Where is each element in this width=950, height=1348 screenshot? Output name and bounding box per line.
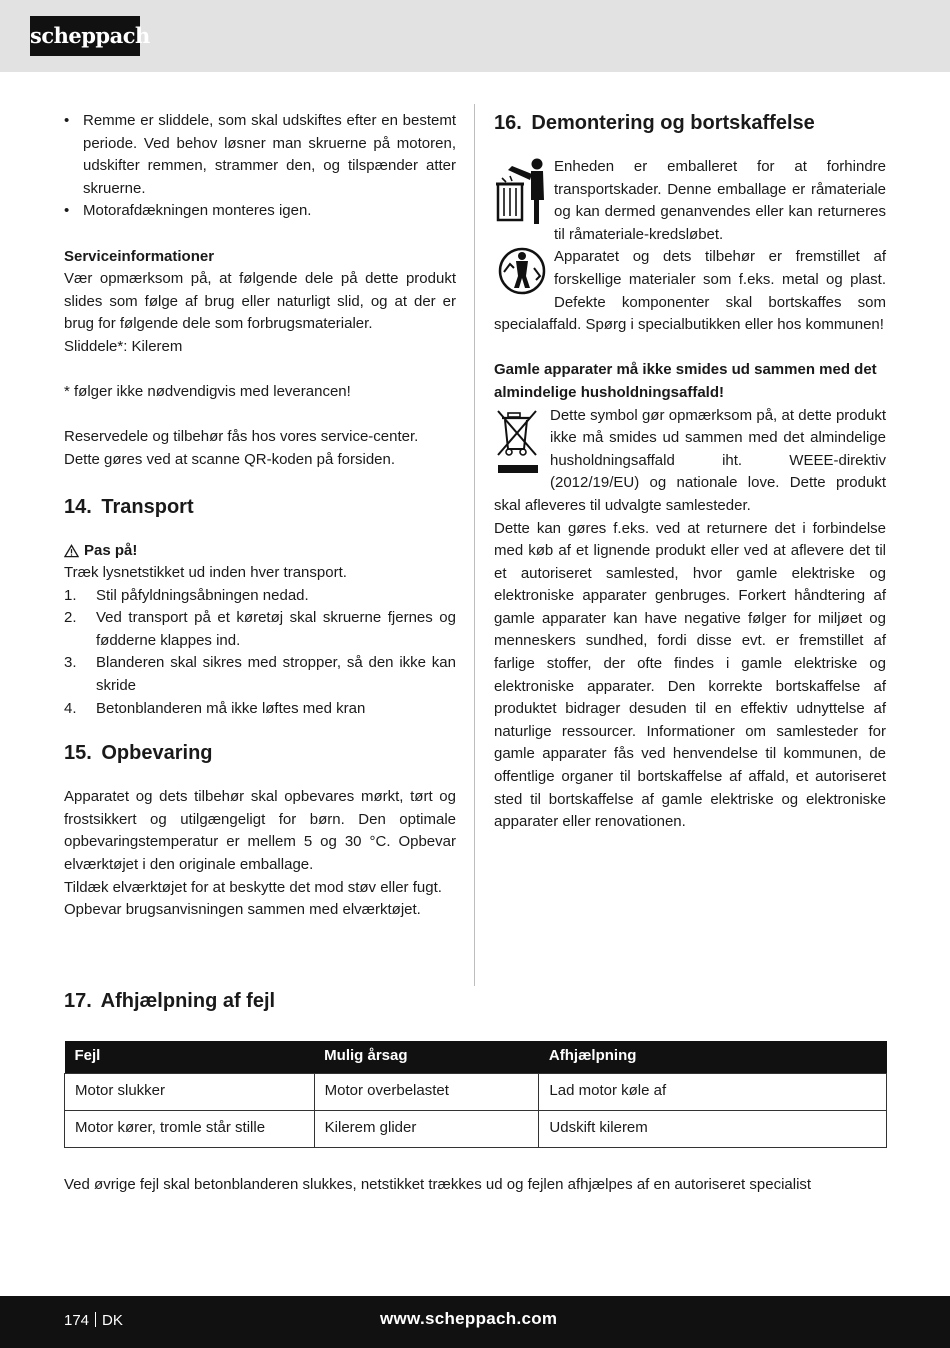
column-divider bbox=[474, 104, 475, 986]
list-item: • Remme er sliddele, som skal udskiftes efter en bestemt periode. Ved behov løsner man skruerne på motoren, udskifter remmen, strammer den, og tilspænder atter skruerne. bbox=[64, 110, 456, 200]
storage-paragraph-1: Apparatet og dets tilbehør skal opbevares mørkt, tørt og frostsikkert og utilgængeligt for børn. Den optimale opbevaringstemperatur er mellem 5 og 30 °C. Opbevar elværktøjet i den originale emballage. bbox=[64, 788, 456, 874]
service-title: Serviceinformationer bbox=[64, 247, 215, 265]
left-column bbox=[64, 110, 456, 922]
transport-intro: Træk lysnetstikket ud inden hver transport. bbox=[64, 564, 347, 582]
spare-parts-line-1: Reservedele og tilbehør fås hos vores service-center. bbox=[64, 428, 419, 446]
footer-band bbox=[0, 1296, 950, 1348]
right-column bbox=[494, 110, 886, 834]
recycle-bin-icon bbox=[494, 156, 550, 226]
disposal-paragraph-2: Apparatet og dets tilbehør er fremstillet af forskellige materialer som f.eks. metal og plast. Defekte komponenter skal bortskaffes som specialaffald. Spørg i specialbutikken eller hos kommunen! bbox=[494, 248, 886, 334]
table-cell: Motor slukker bbox=[65, 1073, 315, 1110]
weee-crossed-bin-icon bbox=[494, 407, 546, 479]
column-header-remedy: Afhjælpning bbox=[539, 1041, 887, 1073]
table-cell: Motor kører, tromle står stille bbox=[65, 1110, 315, 1147]
spare-parts-line-2: Dette gøres ved at scanne QR-koden på forsiden. bbox=[64, 450, 396, 468]
brand-logo: scheppach bbox=[30, 16, 140, 56]
troubleshooting-note: Ved øvrige fejl skal betonblanderen slukkes, netstikket trækkes ud og fejlen afhjælpes af en autoriseret specialist bbox=[64, 1176, 812, 1193]
table-cell: Lad motor køle af bbox=[539, 1073, 887, 1110]
transport-steps bbox=[64, 585, 456, 721]
storage-paragraph-2: Tildæk elværktøjet for at beskytte det mod støv eller fugt. bbox=[64, 878, 442, 896]
list-item: 1. Stil påfyldningsåbningen nedad. bbox=[64, 586, 309, 604]
column-header-fault: Fejl bbox=[65, 1041, 315, 1073]
section-title-troubleshooting: 17. Afhjælpning af fejl bbox=[64, 990, 276, 1012]
service-text: Vær opmærksom på, at følgende dele på dette produkt slides som følge af brug eller naturligt slid, og at der er brug for følgende dele som forbrugsmaterialer. bbox=[64, 270, 456, 333]
table-row bbox=[65, 1073, 887, 1110]
website-link[interactable]: www.scheppach.com bbox=[380, 1309, 558, 1328]
list-item: 2. Ved transport på et køretøj skal skruerne fjernes og fødderne klappes ind. bbox=[64, 609, 456, 649]
table-cell: Motor overbelastet bbox=[314, 1073, 539, 1110]
table-cell: Kilerem glider bbox=[314, 1110, 539, 1147]
list-item: 3. Blanderen skal sikres med stropper, så den ikke kan skride bbox=[64, 654, 456, 695]
list-item: 4. Betonblanderen må ikke løftes med kran bbox=[64, 699, 366, 717]
recycling-icon bbox=[494, 246, 550, 296]
troubleshooting-section bbox=[64, 988, 887, 1014]
disposal-paragraph-1: Enheden er emballeret for at forhindre transportskader. Denne emballage er råmateriale og kan dermed genanvendes eller kan returneres til råmateriale-kredsløbet. bbox=[554, 158, 886, 243]
section-title-disposal: 16. Demontering og bortskaffelse bbox=[494, 112, 815, 134]
weee-paragraph-2: Dette kan gøres f.eks. ved at returnere det i forbindelse med køb af et lignende produkt eller ved at aflevere det til et autoriseret samlested, hvor gamle elektriske og elektroniske apparater genbruges. Forkert håndtering af gamle apparater kan have negative følger for miljøet og menneskers sundhed, fordi disse evt. er fremstillet af farlige stoffer, der ofte findes i gamle elektriske og elektroniske apparater. Den korrekte bortskaffelse af produktet bidrager desuden til en effektiv udnyttelse af naturlige ressourcer. Informationer om samlesteder for gamle apparater fås ved henvendelse til kommunen, de offentlige organer til bortskaffelse af affald, et autoriseret sted til bortskaffelse af gamle elektriske og elektroniske apparater eller renovationen. bbox=[494, 519, 886, 831]
page-number: 174 DK bbox=[64, 1312, 123, 1329]
table-row bbox=[65, 1110, 887, 1147]
section-title-transport: 14. Transport bbox=[64, 495, 194, 518]
section-title-storage: 15. Opbevaring bbox=[64, 742, 213, 765]
troubleshooting-table bbox=[64, 1041, 887, 1148]
warning-label: Pas på! bbox=[64, 540, 456, 563]
table-cell: Udskift kilerem bbox=[539, 1110, 887, 1147]
weee-title: Gamle apparater må ikke smides ud sammen med det almindelige husholdningsaffald! bbox=[494, 361, 877, 401]
footnote: * følger ikke nødvendigvis med leverancen! bbox=[64, 383, 351, 401]
column-header-cause: Mulig årsag bbox=[314, 1041, 539, 1073]
table-header-row bbox=[65, 1041, 887, 1073]
warning-icon bbox=[64, 544, 79, 558]
list-item: • Motorafdækningen monteres igen. bbox=[64, 200, 456, 223]
weee-paragraph-1: Dette symbol gør opmærksom på, at dette produkt ikke må smides ud sammen med det almindelige husholdningsaffald iht. WEEE-direktiv (2012/19/EU) og nationale love. Dette produkt skal afleveres til udvalgte samlesteder. bbox=[494, 406, 886, 514]
wear-parts: Sliddele*: Kilerem bbox=[64, 337, 183, 355]
header-band bbox=[0, 0, 950, 72]
maintenance-bullets bbox=[64, 110, 456, 223]
storage-paragraph-3: Opbevar brugsanvisningen sammen med elværktøjet. bbox=[64, 901, 421, 919]
